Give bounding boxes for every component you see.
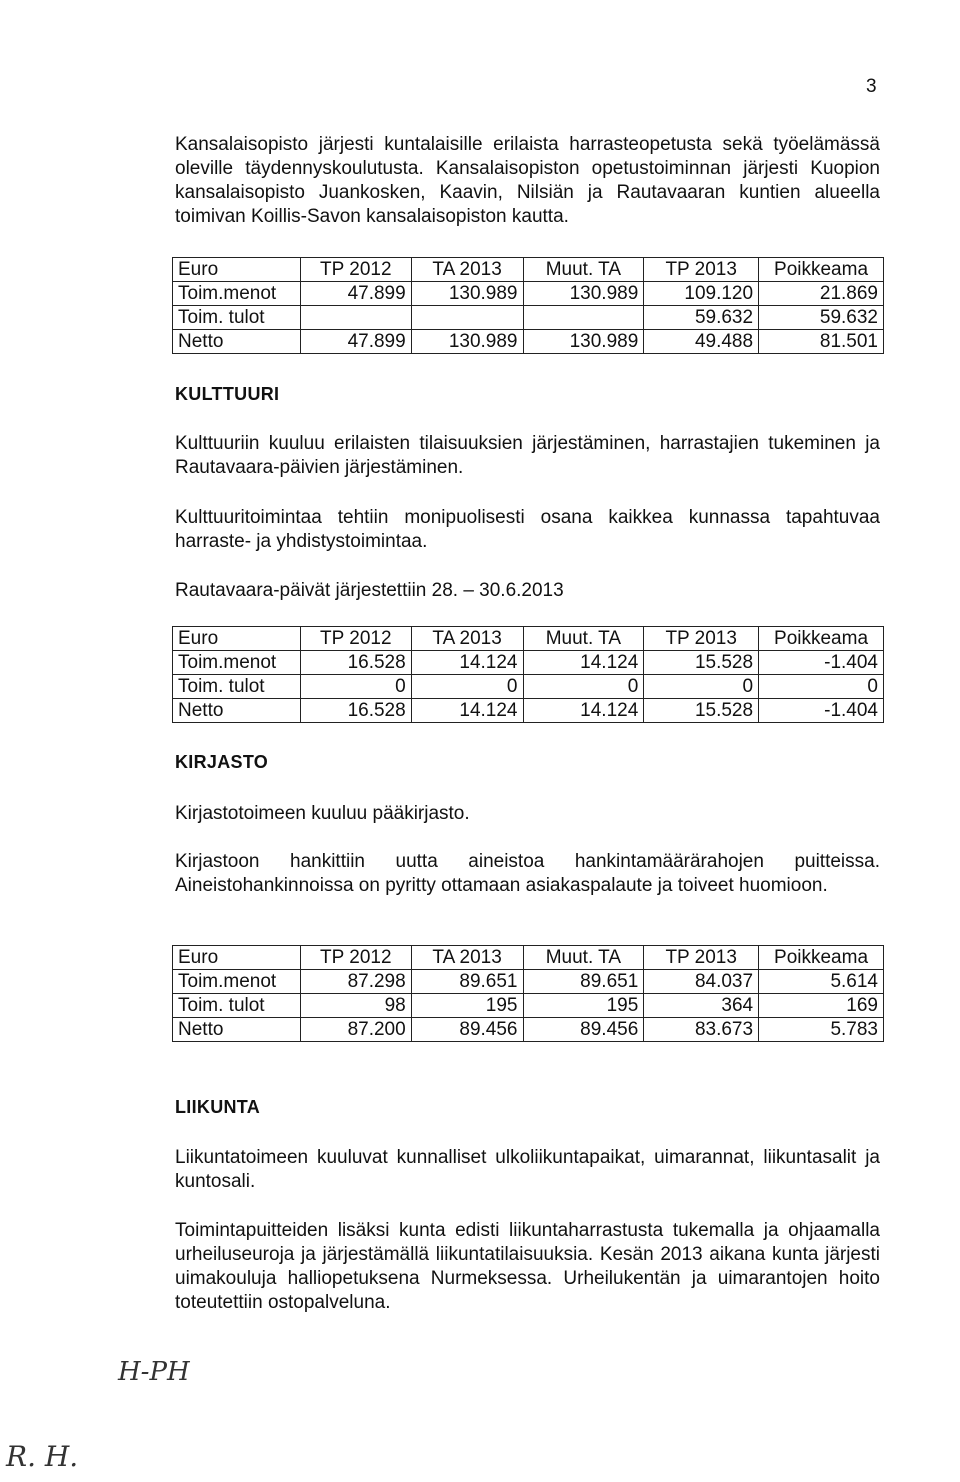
section-heading-kulttuuri: KULTTUURI [175, 384, 280, 404]
table-cell: 89.456 [411, 1018, 523, 1042]
table-cell: 98 [300, 994, 411, 1018]
table-cell: 130.989 [411, 282, 523, 306]
table-cell: 0 [411, 675, 523, 699]
table-row [173, 651, 884, 675]
handwritten-initials-1: H-PH [118, 1357, 190, 1387]
kirjasto-paragraph-2: Kirjastoon hankittiin uutta aineistoa hankintamäärärahojen puitteissa. Aineistohankinnoissa on pyritty ottamaan asiakaspalaute ja toiveet huomioon. [175, 851, 880, 896]
table-row [173, 699, 884, 723]
table-cell: 364 [644, 994, 759, 1018]
column-header: TP 2013 [644, 946, 759, 970]
column-header: Euro [173, 258, 301, 282]
table-row [173, 994, 884, 1018]
column-header: Poikkeama [759, 946, 884, 970]
column-header: TP 2013 [644, 627, 759, 651]
table-cell: -1.404 [759, 651, 884, 675]
row-label: Toim. tulot [173, 994, 301, 1018]
column-header: TP 2012 [300, 258, 411, 282]
page-number: 3 [866, 76, 877, 97]
table-cell: -1.404 [759, 699, 884, 723]
table-cell: 47.899 [300, 330, 411, 354]
column-header: TA 2013 [411, 258, 523, 282]
table-row [173, 330, 884, 354]
column-header: Poikkeama [759, 627, 884, 651]
table-cell: 0 [523, 675, 644, 699]
table-cell: 14.124 [523, 699, 644, 723]
table-cell: 130.989 [411, 330, 523, 354]
table-cell: 14.124 [411, 699, 523, 723]
column-header: TA 2013 [411, 946, 523, 970]
table-cell: 16.528 [300, 699, 411, 723]
table-cell: 84.037 [644, 970, 759, 994]
table-cell: 195 [523, 994, 644, 1018]
table-cell [300, 306, 411, 330]
table-cell [523, 306, 644, 330]
column-header: TP 2012 [300, 627, 411, 651]
liikunta-paragraph-2: Toimintapuitteiden lisäksi kunta edisti liikuntaharrastusta tukemalla ja ohjaamalla urheiluseuroja ja järjestämällä liikuntatilaisuuksia. Kesän 2013 aikana kunta järjesti uimakouluja halliopetuksena Nurmeksessa. Urheilukentän ja uimarantojen hoito toteutettiin ostopalveluna. [175, 1220, 880, 1313]
table-cell: 87.200 [300, 1018, 411, 1042]
table-cell: 15.528 [644, 651, 759, 675]
liikunta-paragraph-1: Liikuntatoimeen kuuluvat kunnalliset ulkoliikuntapaikat, uimarannat, liikuntasalit ja kuntosali. [175, 1147, 880, 1192]
row-label: Netto [173, 330, 301, 354]
table-header-row [173, 627, 884, 651]
table-cell: 89.456 [523, 1018, 644, 1042]
table-cell: 0 [300, 675, 411, 699]
table-cell: 16.528 [300, 651, 411, 675]
column-header: TP 2013 [644, 258, 759, 282]
table-cell: 0 [759, 675, 884, 699]
handwritten-initials-2: R. H. [6, 1440, 79, 1473]
table-cell: 47.899 [300, 282, 411, 306]
table-header-row [173, 946, 884, 970]
table-cell: 81.501 [759, 330, 884, 354]
table-cell: 14.124 [411, 651, 523, 675]
column-header: TA 2013 [411, 627, 523, 651]
table-row [173, 675, 884, 699]
table-cell: 14.124 [523, 651, 644, 675]
table-cell: 195 [411, 994, 523, 1018]
column-header: TP 2012 [300, 946, 411, 970]
table-row [173, 282, 884, 306]
table-cell: 59.632 [644, 306, 759, 330]
table-cell: 5.783 [759, 1018, 884, 1042]
intro-paragraph: Kansalaisopisto järjesti kuntalaisille erilaista harrasteopetusta sekä työelämässä oleville täydennyskoulutusta. Kansalaisopiston opetustoiminnan järjesti Kuopion kansalaisopisto Juankosken, Kaavin, Nilsiän ja Rautavaaran kuntien alueella toimivan Koillis-Savon kansalaisopiston kautta. [175, 134, 880, 227]
section-heading-liikunta: LIIKUNTA [175, 1097, 261, 1117]
column-header: Euro [173, 627, 301, 651]
table-cell: 15.528 [644, 699, 759, 723]
row-label: Toim.menot [173, 970, 301, 994]
table-header-row [173, 258, 884, 282]
column-header: Poikkeama [759, 258, 884, 282]
column-header: Euro [173, 946, 301, 970]
table-cell: 5.614 [759, 970, 884, 994]
kulttuuri-budget-table [172, 626, 884, 723]
row-label: Toim. tulot [173, 306, 301, 330]
row-label: Toim. tulot [173, 675, 301, 699]
table-cell [411, 306, 523, 330]
table-cell: 89.651 [523, 970, 644, 994]
row-label: Toim.menot [173, 282, 301, 306]
table-cell: 49.488 [644, 330, 759, 354]
column-header: Muut. TA [523, 258, 644, 282]
table-cell: 89.651 [411, 970, 523, 994]
table-cell: 21.869 [759, 282, 884, 306]
kulttuuri-paragraph-2: Kulttuuritoimintaa tehtiin monipuolisesti osana kaikkea kunnassa tapahtuvaa harraste- ja yhdistystoimintaa. [175, 507, 880, 552]
table-row [173, 1018, 884, 1042]
kansalaisopisto-budget-table [172, 257, 884, 354]
table-row [173, 306, 884, 330]
table-cell: 59.632 [759, 306, 884, 330]
table-row [173, 970, 884, 994]
kulttuuri-paragraph-1: Kulttuuriin kuuluu erilaisten tilaisuuksien järjestäminen, harrastajien tukeminen ja Rautavaara-päivien järjestäminen. [175, 433, 880, 478]
column-header: Muut. TA [523, 946, 644, 970]
table-cell: 109.120 [644, 282, 759, 306]
table-cell: 169 [759, 994, 884, 1018]
row-label: Toim.menot [173, 651, 301, 675]
kirjasto-paragraph-1: Kirjastotoimeen kuuluu pääkirjasto. [175, 803, 470, 824]
kirjasto-budget-table [172, 945, 884, 1042]
section-heading-kirjasto: KIRJASTO [175, 752, 269, 772]
row-label: Netto [173, 699, 301, 723]
column-header: Muut. TA [523, 627, 644, 651]
table-cell: 130.989 [523, 330, 644, 354]
row-label: Netto [173, 1018, 301, 1042]
table-cell: 83.673 [644, 1018, 759, 1042]
kulttuuri-paragraph-3: Rautavaara-päivät järjestettiin 28. – 30.6.2013 [175, 580, 564, 601]
table-cell: 87.298 [300, 970, 411, 994]
table-cell: 0 [644, 675, 759, 699]
table-cell: 130.989 [523, 282, 644, 306]
